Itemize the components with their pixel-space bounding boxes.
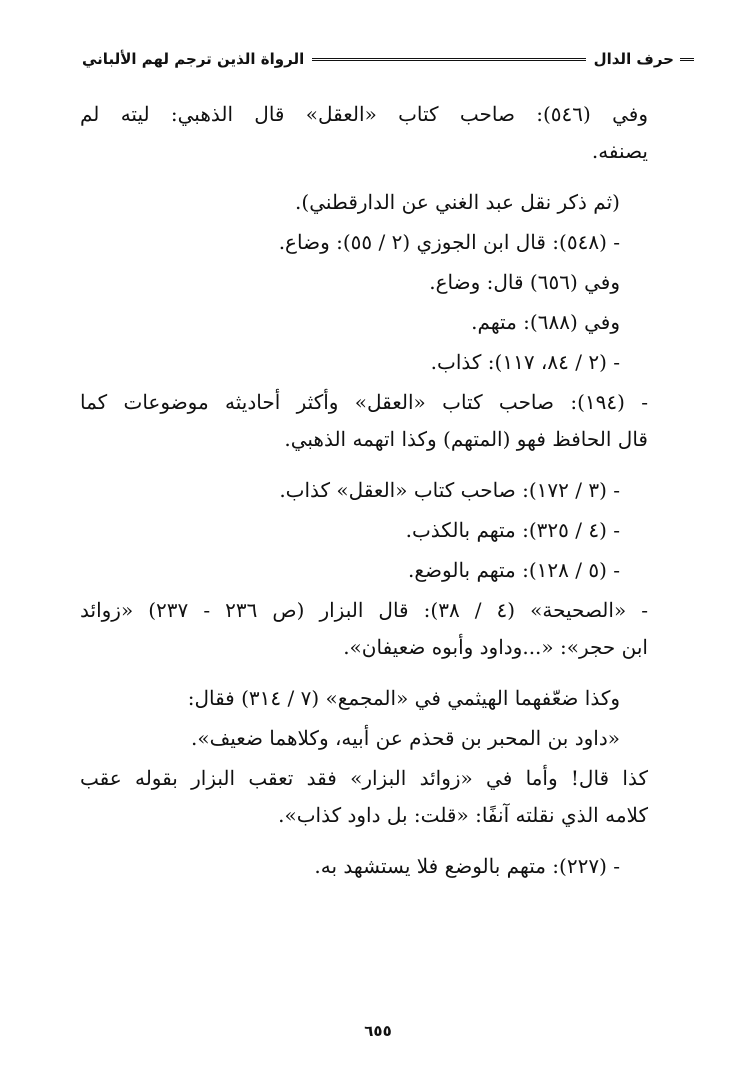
running-header — [82, 44, 694, 74]
text-line: - «الصحيحة» (٤ / ٣٨): قال البزار (ص ٢٣٦ - ٢٣٧) «زوائد — [80, 598, 648, 622]
text-line: وفي (٦٥٦) قال: وضاع. — [429, 270, 620, 294]
text-line: - (٥٤٨): قال ابن الجوزي (٢ / ٥٥): وضاع. — [278, 230, 620, 254]
text-line: ابن حجر»: «...وداود وأبوه ضعيفان». — [343, 635, 648, 659]
text-line: - (٢٢٧): متهم بالوضع فلا يستشهد به. — [314, 854, 620, 878]
header-chapter: حرف الدال — [593, 50, 674, 68]
header-book-title: الرواة الذين ترجم لهم الألباني — [82, 50, 305, 68]
text-line: (ثم ذكر نقل عبد الغني عن الدارقطني). — [295, 190, 620, 214]
text-line: - (٥ / ١٢٨): متهم بالوضع. — [408, 558, 620, 582]
text-line: - (١٩٤): صاحب كتاب «العقل» وأكثر أحاديثه موضوعات كما — [80, 390, 648, 414]
text-line: - (٣ / ١٧٢): صاحب كتاب «العقل» كذاب. — [279, 478, 620, 502]
text-line: - (٤ / ٣٢٥): متهم بالكذب. — [405, 518, 620, 542]
text-line: يصنفه. — [591, 139, 648, 163]
text-line: «داود بن المحبر بن قحذم عن أبيه، وكلاهما ضعيف». — [190, 726, 620, 750]
page-body — [80, 94, 648, 886]
text-line: كلامه الذي نقلته آنفًا: «قلت: بل داود كذاب». — [278, 803, 648, 827]
header-rule — [312, 58, 585, 61]
text-line: وكذا ضعّفهما الهيثمي في «المجمع» (٧ / ٣١٤) فقال: — [187, 686, 620, 710]
text-line: قال الحافظ فهو (المتهم) وكذا اتهمه الذهبي. — [284, 427, 648, 451]
page-number: ٦٥٥ — [364, 1022, 392, 1040]
text-line: وفي (٦٨٨): متهم. — [471, 310, 620, 334]
text-line: وفي (٥٤٦): صاحب كتاب «العقل» قال الذهبي: ليته لم — [80, 102, 648, 126]
text-line: كذا قال! وأما في «زوائد البزار» فقد تعقب البزار بقوله عقب — [80, 766, 648, 790]
text-line: - (٢ / ٨٤، ١١٧): كذاب. — [430, 350, 620, 374]
header-dash — [680, 58, 694, 61]
